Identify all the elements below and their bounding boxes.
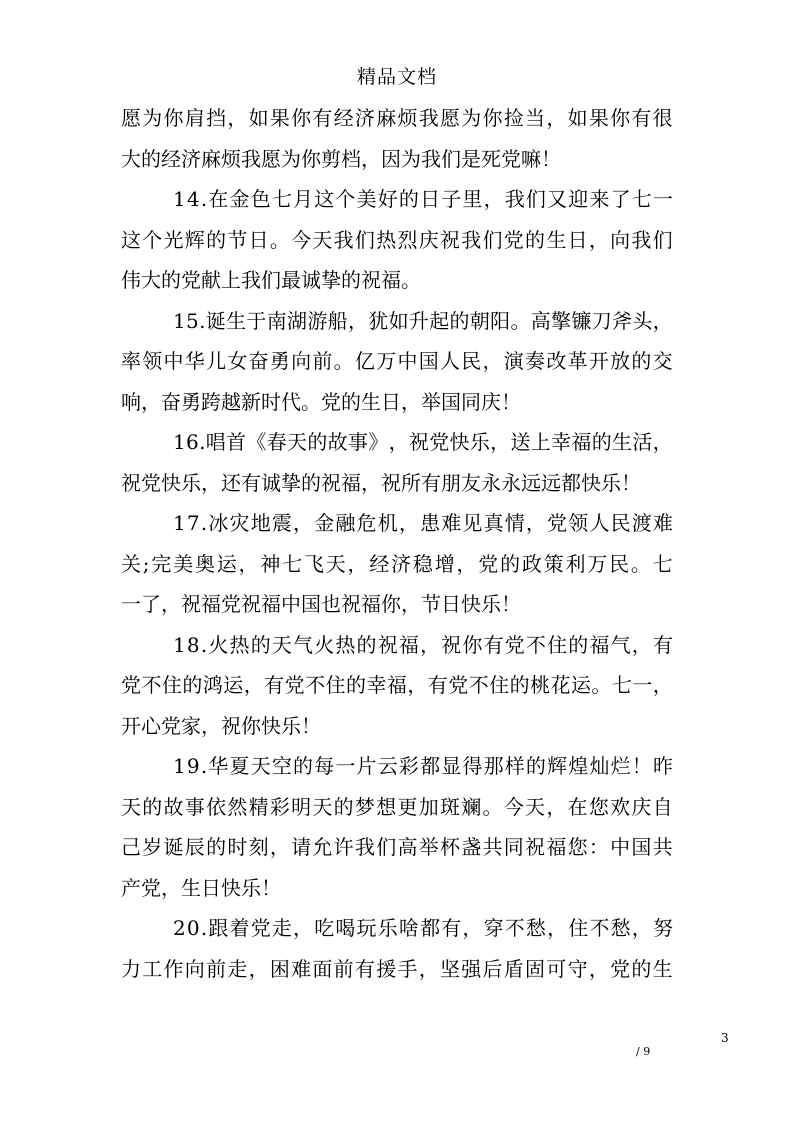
text-line: 伟大的党献上我们最诚挚的祝福。 — [121, 268, 421, 292]
text-line: 开心党家，祝你快乐！ — [121, 713, 321, 738]
text-line: 己 岁 诞 辰 的 时 刻 ， 请 允 许 我 们 高 举 杯 盏 共 同 祝 福 您 ： 中 国 共 — [121, 835, 673, 859]
text-line: 愿 为 你 肩 挡 ， 如 果 你 有 经 济 麻 烦 我 愿 为 你 捡 当 ， 如 果 你 有 很 — [121, 106, 673, 130]
text-line: 一了，祝福党祝福中国也祝福你，节日快乐！ — [121, 592, 521, 616]
text-line: 祝党快乐，还有诚挚的祝福，祝所有朋友永永远远都快乐！ — [121, 470, 641, 495]
text-line: 率 领 中 华 儿 女 奋 勇 向 前 。 亿 万 中 国 人 民 ， 演 奏 改 革 开 放 的 交 — [121, 349, 673, 373]
page-number: 3 — [721, 1031, 729, 1045]
document-body — [121, 98, 673, 989]
text-line: 党 不 住 的 鸿 运 ， 有 党 不 住 的 幸 福 ， 有 党 不 住 的 桃 花 运 。 七 一 ， — [121, 673, 673, 697]
text-line: 1 6 . 唱 首 《 春 天 的 故 事 》 ， 祝 党 快 乐 ， 送 上 幸 福 的 生 活 ， — [173, 430, 673, 454]
document-header: 精品文档 — [356, 66, 437, 88]
text-line: 1 5 . 诞 生 于 南 湖 游 船 ， 犹 如 升 起 的 朝 阳 。 高 擎 镰 刀 斧 头 ， — [173, 308, 673, 333]
text-line: 关 ; 完 美 奥 运 ， 神 七 飞 天 ， 经 济 稳 增 ， 党 的 政 策 利 万 民 。 七 — [121, 551, 673, 576]
text-line: 1 4 . 在 金 色 七 月 这 个 美 好 的 日 子 里 ， 我 们 又 迎 来 了 七 一 — [173, 187, 673, 211]
text-line: 产党，生日快乐！ — [121, 875, 281, 900]
text-line: 响，奋勇跨越新时代。党的生日，举国同庆！ — [121, 389, 521, 414]
page-total: / 9 — [636, 1045, 651, 1058]
text-line: 1 9 . 华 夏 天 空 的 每 一 片 云 彩 都 显 得 那 样 的 辉 煌 灿 烂 ！ 昨 — [173, 754, 673, 778]
text-line: 力 工 作 向 前 走 ， 困 难 面 前 有 援 手 ， 坚 强 后 盾 固 可 守 ， 党 的 生 — [121, 956, 673, 981]
text-line: 这 个 光 辉 的 节 日 。 今 天 我 们 热 烈 庆 祝 我 们 党 的 生 日 ， 向 我 们 — [121, 227, 673, 252]
text-line: 1 8 . 火 热 的 天 气 火 热 的 祝 福 ， 祝 你 有 党 不 住 的 福 气 ， 有 — [173, 632, 673, 657]
text-line: 1 7 . 冰 灾 地 震 ， 金 融 危 机 ， 患 难 见 真 情 ， 党 领 人 民 渡 难 — [173, 511, 673, 535]
text-line: 大的经济麻烦我愿为你剪档，因为我们是死党嘛！ — [121, 146, 561, 171]
text-line: 2 0 . 跟 着 党 走 ， 吃 喝 玩 乐 啥 都 有 ， 穿 不 愁 ， 住 不 愁 ， 努 — [173, 916, 673, 940]
text-line: 天 的 故 事 依 然 精 彩 明 天 的 梦 想 更 加 斑 斓 。 今 天 ， 在 您 欢 庆 自 — [121, 794, 673, 819]
